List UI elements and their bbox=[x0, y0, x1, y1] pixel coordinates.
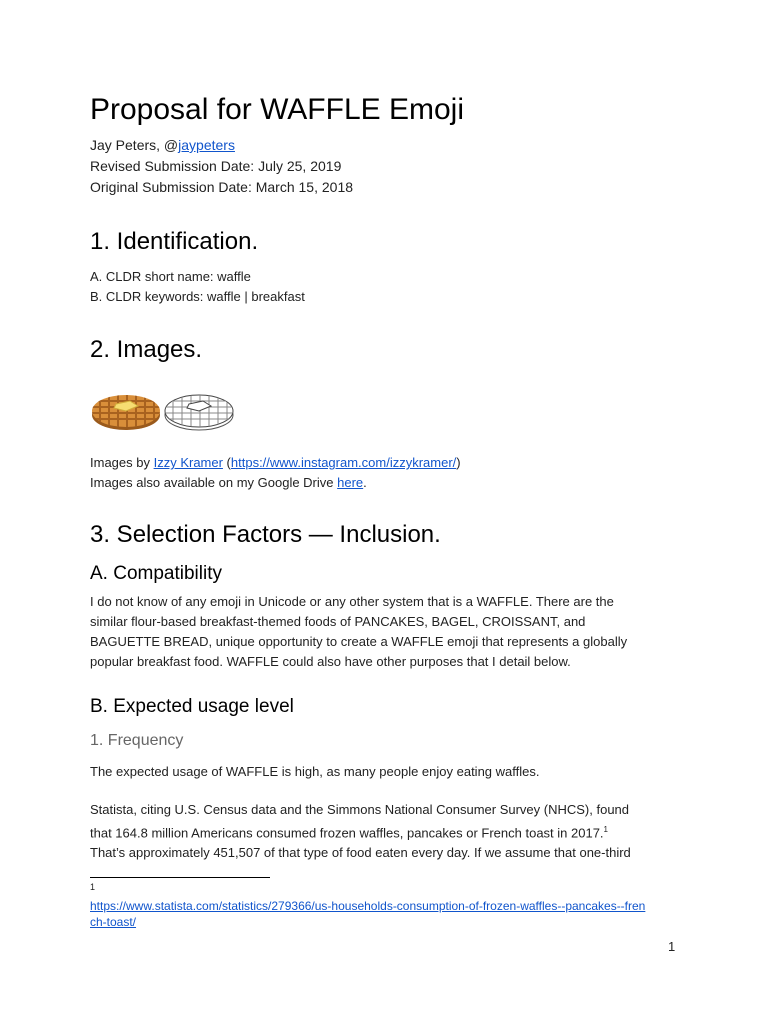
section-heading-identification: 1. Identification. bbox=[90, 228, 259, 255]
compatibility-paragraph bbox=[90, 592, 670, 672]
section-heading-images: 2. Images. bbox=[90, 336, 203, 363]
waffle-outline-image bbox=[163, 392, 235, 432]
artist-url-link[interactable]: https://www.instagram.com/izzykramer/ bbox=[230, 455, 457, 470]
footnote-divider bbox=[90, 877, 270, 878]
drive-suffix: . bbox=[363, 475, 367, 490]
footnote-url-line-2[interactable]: ch-toast/ bbox=[90, 915, 137, 929]
drive-prefix: Images also available on my Google Drive bbox=[90, 475, 338, 490]
footnote-url-line-1[interactable]: https://www.statista.com/statistics/279366/us-households-consumption-of-frozen-waffles--pancakes--fren bbox=[90, 899, 646, 913]
waffle-color-image bbox=[90, 392, 162, 432]
footnote-reference[interactable]: 1 bbox=[603, 825, 608, 834]
subheading-compatibility: A. Compatibility bbox=[90, 563, 222, 584]
author-handle-link[interactable]: jaypeters bbox=[178, 137, 235, 153]
open-paren: ( bbox=[222, 455, 231, 470]
cldr-keywords: B. CLDR keywords: waffle | breakfast bbox=[90, 289, 305, 304]
paragraph-line-text: that 164.8 million Americans consumed frozen waffles, pancakes or French toast in 2017. bbox=[90, 825, 604, 841]
drive-link[interactable]: here bbox=[337, 475, 364, 490]
paragraph-line: similar flour-based breakfast-themed foods of PANCAKES, BAGEL, CROISSANT, and bbox=[90, 614, 586, 629]
footnote-marker: 1 bbox=[90, 882, 96, 892]
cldr-short-name: A. CLDR short name: waffle bbox=[90, 269, 251, 284]
artist-link[interactable]: Izzy Kramer bbox=[153, 455, 223, 470]
paragraph-line-with-footnote bbox=[90, 820, 670, 843]
author-name: Jay Peters, @ bbox=[90, 137, 179, 153]
paragraph-line: That’s approximately 451,507 of that type of food eaten every day. If we assume that one-third bbox=[90, 845, 631, 861]
frequency-text: The expected usage of WAFFLE is high, as many people enjoy eating waffles. bbox=[90, 764, 540, 779]
author-line bbox=[90, 137, 235, 153]
statista-paragraph bbox=[90, 800, 670, 863]
images-credit bbox=[90, 455, 461, 470]
revised-date: Revised Submission Date: July 25, 2019 bbox=[90, 158, 342, 174]
original-date: Original Submission Date: March 15, 2018 bbox=[90, 179, 354, 195]
drive-availability bbox=[90, 475, 367, 490]
paragraph-line: I do not know of any emoji in Unicode or any other system that is a WAFFLE. There are the bbox=[90, 594, 614, 609]
close-paren: ) bbox=[456, 455, 461, 470]
subheading-frequency: 1. Frequency bbox=[90, 732, 184, 749]
subheading-expected-usage: B. Expected usage level bbox=[90, 696, 294, 717]
section-heading-selection-factors: 3. Selection Factors — Inclusion. bbox=[90, 521, 441, 548]
paragraph-line: BAGUETTE BREAD, unique opportunity to create a WAFFLE emoji that represents a globally bbox=[90, 634, 628, 649]
page-number: 1 bbox=[668, 939, 676, 954]
page-title: Proposal for WAFFLE Emoji bbox=[90, 93, 464, 126]
paragraph-line: Statista, citing U.S. Census data and the Simmons National Consumer Survey (NHCS), found bbox=[90, 802, 630, 817]
images-credit-prefix: Images by bbox=[90, 455, 154, 470]
paragraph-line: popular breakfast food. WAFFLE could also have other purposes that I detail below. bbox=[90, 654, 571, 669]
